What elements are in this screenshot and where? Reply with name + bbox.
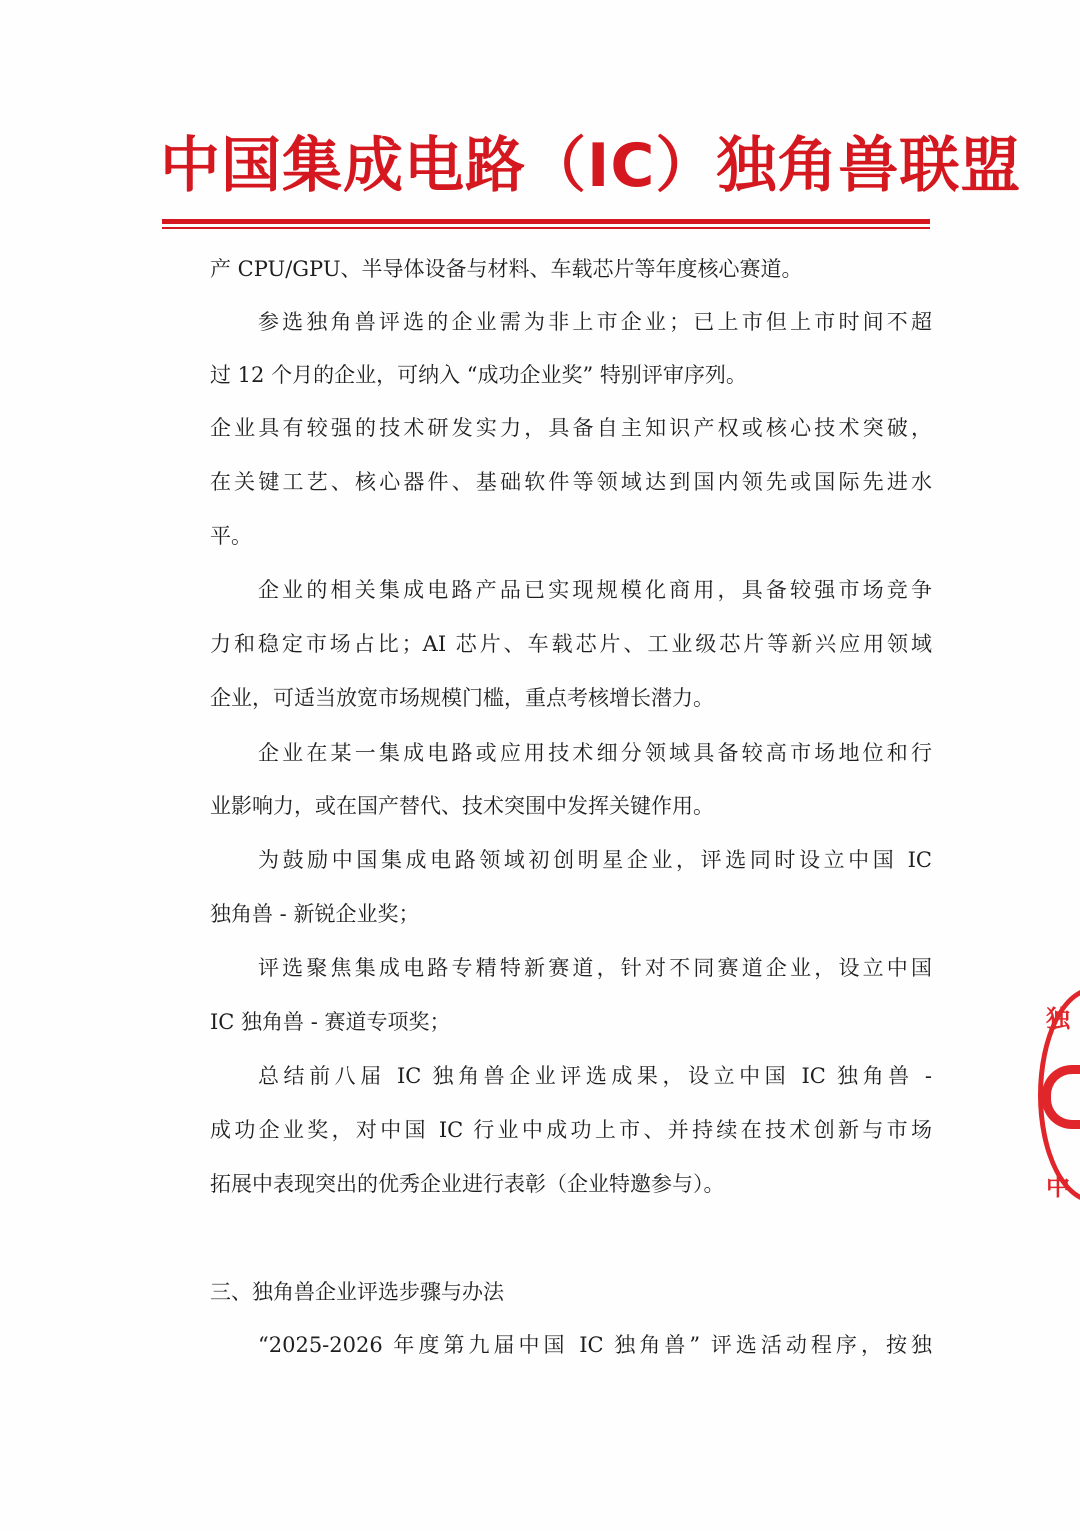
body-line-20: “2025-2026 年度第九届中国 IC 独角兽” 评选活动程序，按独 — [258, 1333, 932, 1357]
letterhead-rule-thin — [162, 227, 930, 229]
body-line-4: 企业具有较强的技术研发实力，具备自主知识产权或核心技术突破， — [210, 416, 932, 440]
letterhead-rule-thick — [162, 219, 930, 224]
body-line-10: 企业在某一集成电路或应用技术细分领域具备较高市场地位和行 — [258, 741, 932, 765]
body-line-3: 过 12 个月的企业，可纳入 “成功企业奖” 特别评审序列。 — [210, 363, 747, 387]
body-line-6: 平。 — [210, 524, 252, 548]
body-line-13: 独角兽 - 新锐企业奖； — [210, 902, 420, 926]
body-line-2: 参选独角兽评选的企业需为非上市企业；已上市但上市时间不超 — [258, 310, 932, 334]
body-line-9: 企业，可适当放宽市场规模门槛，重点考核增长潜力。 — [210, 686, 714, 710]
official-seal-fragment — [1030, 975, 1080, 1215]
body-line-18: 拓展中表现突出的优秀企业进行表彰（企业特邀参与）。 — [210, 1172, 725, 1196]
seal-char-top: 独 — [1046, 1005, 1070, 1033]
body-line-7: 企业的相关集成电路产品已实现规模化商用，具备较强市场竞争 — [258, 578, 932, 602]
body-line-12: 为鼓励中国集成电路领域初创明星企业，评选同时设立中国 IC — [258, 848, 932, 872]
body-line-11: 业影响力，或在国产替代、技术突围中发挥关键作用。 — [210, 794, 714, 818]
body-line-17: 成功企业奖，对中国 IC 行业中成功上市、并持续在技术创新与市场 — [210, 1118, 932, 1142]
body-line-5: 在关键工艺、核心器件、基础软件等领域达到国内领先或国际先进水 — [210, 470, 932, 494]
body-line-15: IC 独角兽 - 赛道专项奖； — [210, 1010, 451, 1034]
body-line-8: 力和稳定市场占比；AI 芯片、车载芯片、工业级芯片等新兴应用领域 — [210, 632, 932, 656]
letterhead-title: 中国集成电路（IC）独角兽联盟 — [160, 131, 1022, 201]
seal-char-bottom: 中 — [1046, 1173, 1070, 1201]
body-line-1: 产 CPU/GPU、半导体设备与材料、车载芯片等年度核心赛道。 — [210, 257, 803, 281]
body-line-16: 总结前八届 IC 独角兽企业评选成果，设立中国 IC 独角兽 - — [258, 1064, 932, 1088]
body-line-14: 评选聚焦集成电路专精特新赛道，针对不同赛道企业，设立中国 — [258, 956, 932, 980]
section-heading: 三、独角兽企业评选步骤与办法 — [210, 1280, 504, 1304]
